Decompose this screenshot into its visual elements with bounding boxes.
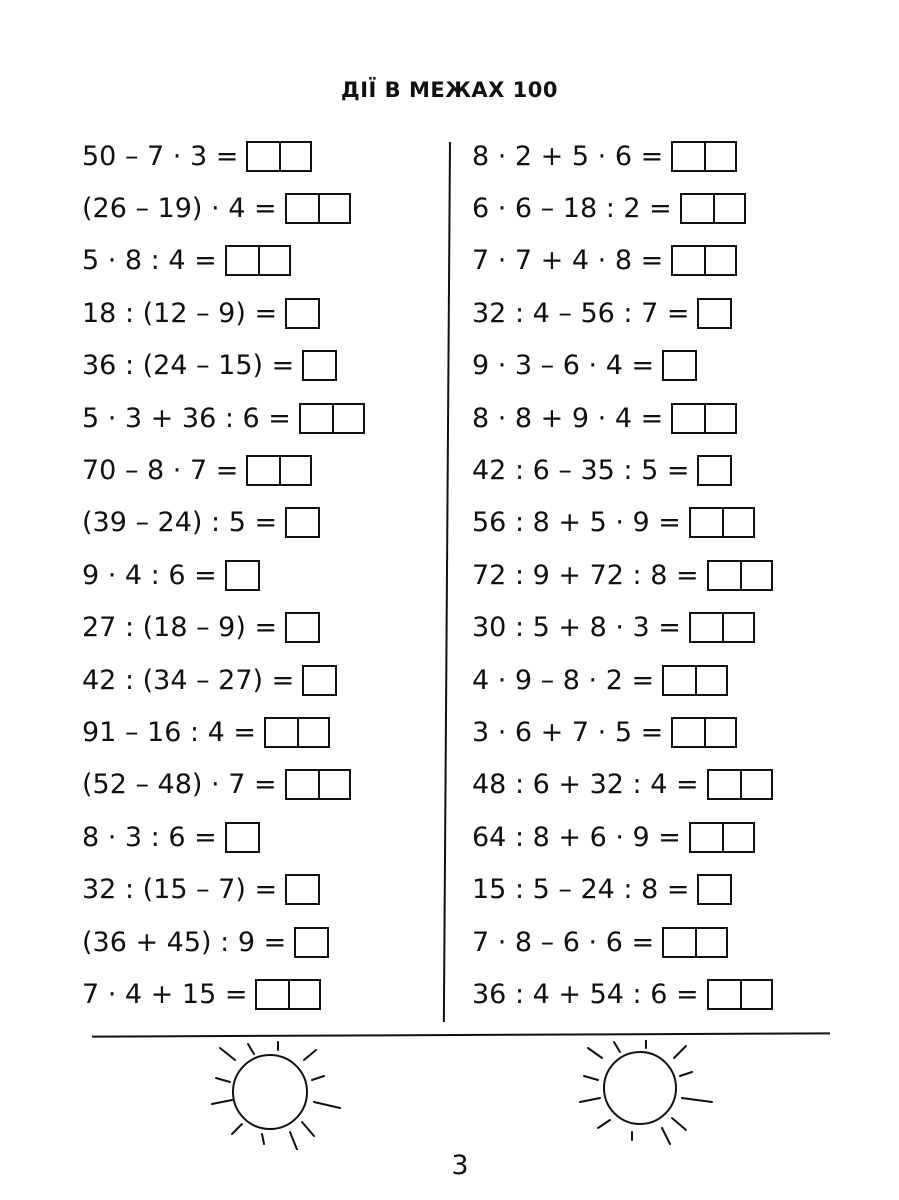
- page-title: ДІЇ В МЕЖАХ 100: [341, 78, 558, 102]
- answer-box[interactable]: [299, 403, 365, 434]
- exercise-row: [82, 340, 365, 392]
- right-exercise-column: [472, 130, 773, 1021]
- answer-box[interactable]: [255, 979, 321, 1010]
- answer-box[interactable]: [662, 350, 697, 381]
- answer-digit-cell[interactable]: [304, 667, 335, 694]
- answer-digit-cell[interactable]: [740, 981, 771, 1008]
- exercise-row: [82, 916, 365, 968]
- answer-digit-cell[interactable]: [709, 981, 740, 1008]
- answer-digit-cell[interactable]: [740, 771, 771, 798]
- answer-digit-cell[interactable]: [332, 405, 363, 432]
- answer-box[interactable]: [662, 927, 728, 958]
- answer-digit-cell[interactable]: [699, 876, 730, 903]
- answer-box[interactable]: [662, 665, 728, 696]
- exercise-row: [472, 654, 773, 706]
- exercise-row: [82, 287, 365, 339]
- exercise-expression: 15 : 5 – 24 : 8 =: [472, 874, 690, 906]
- answer-digit-cell[interactable]: [248, 143, 279, 170]
- exercise-row: [472, 602, 773, 654]
- exercise-expression: 64 : 8 + 6 · 9 =: [472, 821, 681, 853]
- answer-digit-cell[interactable]: [287, 509, 318, 536]
- exercise-expression: 18 : (12 – 9) =: [82, 297, 278, 329]
- answer-box[interactable]: [285, 612, 320, 643]
- exercise-expression: 42 : 6 – 35 : 5 =: [472, 455, 690, 487]
- exercise-row: [82, 392, 365, 444]
- answer-digit-cell[interactable]: [691, 824, 722, 851]
- exercise-expression: 72 : 9 + 72 : 8 =: [472, 559, 699, 591]
- answer-digit-cell[interactable]: [248, 457, 279, 484]
- answer-box[interactable]: [225, 245, 291, 276]
- exercise-expression: 48 : 6 + 32 : 4 =: [472, 769, 699, 801]
- answer-digit-cell[interactable]: [318, 771, 349, 798]
- exercise-row: [472, 759, 773, 811]
- answer-box[interactable]: [689, 822, 755, 853]
- page-number: 3: [451, 1150, 469, 1181]
- answer-digit-cell[interactable]: [266, 719, 297, 746]
- answer-digit-cell[interactable]: [699, 457, 730, 484]
- answer-digit-cell[interactable]: [297, 719, 328, 746]
- answer-digit-cell[interactable]: [287, 300, 318, 327]
- answer-digit-cell[interactable]: [673, 719, 704, 746]
- exercise-row: [472, 811, 773, 863]
- answer-box[interactable]: [302, 350, 337, 381]
- answer-box[interactable]: [697, 874, 732, 905]
- exercise-expression: 8 · 8 + 9 · 4 =: [472, 402, 664, 434]
- answer-digit-cell[interactable]: [704, 247, 735, 274]
- exercise-expression: (36 + 45) : 9 =: [82, 926, 287, 958]
- answer-digit-cell[interactable]: [279, 457, 310, 484]
- exercise-expression: 9 · 3 – 6 · 4 =: [472, 350, 655, 382]
- exercise-row: [472, 863, 773, 915]
- exercise-row: [472, 287, 773, 339]
- exercise-expression: 70 – 8 · 7 =: [82, 455, 239, 487]
- answer-box[interactable]: [302, 665, 337, 696]
- exercise-expression: 30 : 5 + 8 · 3 =: [472, 612, 681, 644]
- exercise-row: [472, 549, 773, 601]
- exercise-expression: 91 – 16 : 4 =: [82, 716, 257, 748]
- answer-box[interactable]: [707, 979, 773, 1010]
- exercise-row: [472, 182, 773, 234]
- answer-digit-cell[interactable]: [287, 195, 318, 222]
- exercise-row: [472, 340, 773, 392]
- answer-digit-cell[interactable]: [304, 352, 335, 379]
- exercise-row: [82, 968, 365, 1020]
- answer-digit-cell[interactable]: [704, 405, 735, 432]
- answer-box[interactable]: [285, 193, 351, 224]
- exercise-expression: 7 · 8 – 6 · 6 =: [472, 926, 655, 958]
- answer-digit-cell[interactable]: [699, 300, 730, 327]
- answer-box[interactable]: [689, 507, 755, 538]
- answer-digit-cell[interactable]: [691, 509, 722, 536]
- answer-digit-cell[interactable]: [673, 143, 704, 170]
- exercise-expression: 5 · 8 : 4 =: [82, 245, 217, 277]
- exercise-expression: (26 – 19) · 4 =: [82, 193, 277, 225]
- answer-digit-cell[interactable]: [301, 405, 332, 432]
- exercise-row: [472, 392, 773, 444]
- exercise-row: [472, 706, 773, 758]
- exercise-row: [472, 968, 773, 1020]
- left-exercise-column: [82, 130, 365, 1021]
- answer-box[interactable]: [225, 822, 260, 853]
- answer-box[interactable]: [671, 717, 737, 748]
- answer-digit-cell[interactable]: [318, 195, 349, 222]
- answer-digit-cell[interactable]: [704, 719, 735, 746]
- answer-box[interactable]: [264, 717, 330, 748]
- answer-digit-cell[interactable]: [227, 824, 258, 851]
- exercise-row: [82, 182, 365, 234]
- exercise-row: [472, 130, 773, 182]
- exercise-expression: 4 · 9 – 8 · 2 =: [472, 664, 655, 696]
- answer-digit-cell[interactable]: [722, 824, 753, 851]
- answer-digit-cell[interactable]: [722, 614, 753, 641]
- answer-digit-cell[interactable]: [673, 405, 704, 432]
- exercise-row: [472, 444, 773, 496]
- answer-box[interactable]: [285, 874, 320, 905]
- answer-digit-cell[interactable]: [287, 876, 318, 903]
- exercise-expression: 50 – 7 · 3 =: [82, 140, 239, 172]
- answer-box[interactable]: [246, 455, 312, 486]
- answer-digit-cell[interactable]: [722, 509, 753, 536]
- answer-box[interactable]: [689, 612, 755, 643]
- answer-box[interactable]: [697, 298, 732, 329]
- answer-digit-cell[interactable]: [704, 143, 735, 170]
- exercise-row: [82, 444, 365, 496]
- exercise-expression: (39 – 24) : 5 =: [82, 507, 278, 539]
- answer-digit-cell[interactable]: [287, 771, 318, 798]
- answer-box[interactable]: [225, 560, 260, 591]
- exercise-row: [82, 549, 365, 601]
- answer-box[interactable]: [294, 927, 329, 958]
- exercise-expression: 8 · 2 + 5 · 6 =: [472, 140, 664, 172]
- answer-digit-cell[interactable]: [740, 562, 771, 589]
- exercise-row: [82, 602, 365, 654]
- exercise-expression: 3 · 6 + 7 · 5 =: [472, 716, 664, 748]
- exercise-expression: 32 : (15 – 7) =: [82, 874, 278, 906]
- answer-box[interactable]: [697, 455, 732, 486]
- answer-digit-cell[interactable]: [227, 247, 258, 274]
- answer-box[interactable]: [285, 298, 320, 329]
- sun-icon: [570, 1040, 730, 1150]
- answer-box[interactable]: [707, 769, 773, 800]
- exercise-expression: 5 · 3 + 36 : 6 =: [82, 402, 291, 434]
- answer-box[interactable]: [671, 245, 737, 276]
- exercise-expression: 32 : 4 – 56 : 7 =: [472, 297, 690, 329]
- exercise-expression: 6 · 6 – 18 : 2 =: [472, 193, 672, 225]
- exercise-expression: 9 · 4 : 6 =: [82, 559, 217, 591]
- exercise-row: [82, 235, 365, 287]
- answer-digit-cell[interactable]: [713, 195, 744, 222]
- answer-digit-cell[interactable]: [258, 247, 289, 274]
- answer-digit-cell[interactable]: [664, 929, 695, 956]
- exercise-expression: 36 : (24 – 15) =: [82, 350, 295, 382]
- answer-digit-cell[interactable]: [664, 667, 695, 694]
- answer-box[interactable]: [680, 193, 746, 224]
- answer-digit-cell[interactable]: [227, 562, 258, 589]
- exercise-row: [82, 654, 365, 706]
- exercise-row: [82, 811, 365, 863]
- answer-digit-cell[interactable]: [709, 562, 740, 589]
- exercise-row: [82, 497, 365, 549]
- answer-digit-cell[interactable]: [664, 352, 695, 379]
- exercise-row: [472, 235, 773, 287]
- answer-digit-cell[interactable]: [682, 195, 713, 222]
- exercise-expression: 27 : (18 – 9) =: [82, 612, 278, 644]
- answer-digit-cell[interactable]: [709, 771, 740, 798]
- answer-box[interactable]: [707, 560, 773, 591]
- exercise-expression: 7 · 4 + 15 =: [82, 978, 248, 1010]
- answer-digit-cell[interactable]: [287, 614, 318, 641]
- exercise-expression: 8 · 3 : 6 =: [82, 821, 217, 853]
- sun-icon: [200, 1040, 360, 1150]
- answer-digit-cell[interactable]: [257, 981, 288, 1008]
- answer-digit-cell[interactable]: [673, 247, 704, 274]
- exercise-row: [82, 130, 365, 182]
- answer-box[interactable]: [671, 141, 737, 172]
- bottom-divider: [92, 1032, 830, 1037]
- answer-box[interactable]: [285, 769, 351, 800]
- answer-box[interactable]: [285, 507, 320, 538]
- exercise-expression: 7 · 7 + 4 · 8 =: [472, 245, 664, 277]
- answer-digit-cell[interactable]: [691, 614, 722, 641]
- exercise-row: [82, 863, 365, 915]
- exercise-expression: (52 – 48) · 7 =: [82, 769, 277, 801]
- answer-digit-cell[interactable]: [279, 143, 310, 170]
- exercise-row: [82, 759, 365, 811]
- exercise-expression: 36 : 4 + 54 : 6 =: [472, 978, 699, 1010]
- exercise-expression: 42 : (34 – 27) =: [82, 664, 295, 696]
- answer-digit-cell[interactable]: [288, 981, 319, 1008]
- exercise-row: [82, 706, 365, 758]
- answer-digit-cell[interactable]: [296, 929, 327, 956]
- exercise-expression: 56 : 8 + 5 · 9 =: [472, 507, 681, 539]
- answer-box[interactable]: [246, 141, 312, 172]
- exercise-row: [472, 497, 773, 549]
- answer-digit-cell[interactable]: [695, 929, 726, 956]
- answer-digit-cell[interactable]: [695, 667, 726, 694]
- answer-box[interactable]: [671, 403, 737, 434]
- exercise-row: [472, 916, 773, 968]
- column-divider: [443, 142, 451, 1022]
